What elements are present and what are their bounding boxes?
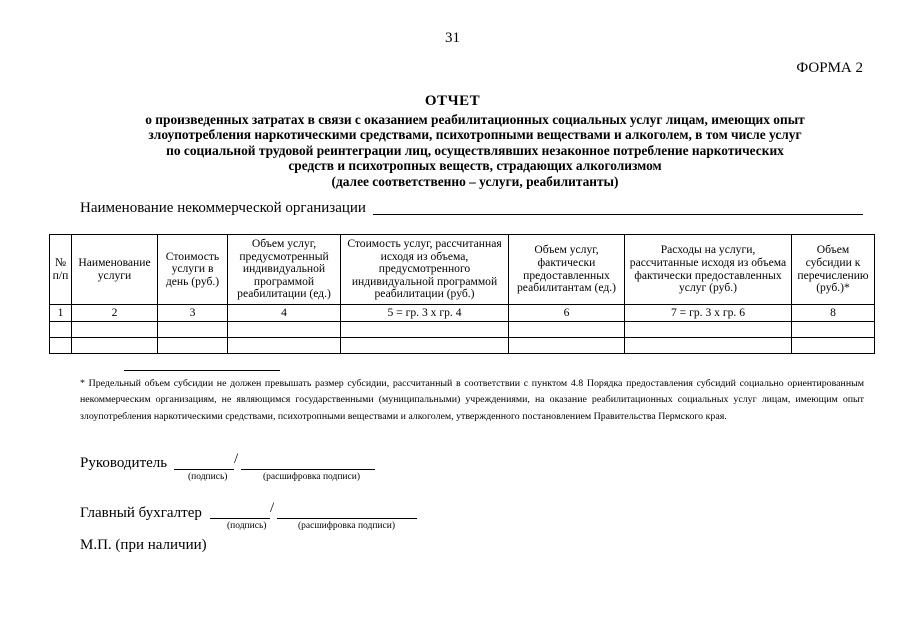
report-subtitle (100, 112, 850, 189)
footnote-divider (124, 370, 280, 371)
page-number: 31 (445, 30, 460, 46)
head-sign-caption: (подпись) (188, 472, 228, 482)
table-row (50, 338, 875, 354)
column-number: 1 (50, 305, 72, 322)
column-number: 7 = гр. 3 х гр. 6 (625, 305, 792, 322)
subtitle-line: злоупотребления наркотическими средствами, психотропными веществами и алкоголем, в том числе услуг (148, 127, 802, 143)
head-signature-line[interactable] (174, 469, 234, 470)
table-cell[interactable] (72, 338, 158, 354)
accountant-name-line[interactable] (277, 518, 417, 519)
header-cell: Объем услуг, фактически предоставленных реабилитантам (ед.) (509, 235, 625, 305)
report-title: ОТЧЕТ (424, 93, 481, 109)
table-cell[interactable] (158, 338, 228, 354)
head-name-line[interactable] (241, 469, 375, 470)
table-cell[interactable] (792, 322, 875, 338)
column-number: 2 (72, 305, 158, 322)
header-cell: № п/п (50, 235, 72, 305)
table-header-row (50, 235, 875, 305)
subtitle-line: о произведенных затратах в связи с оказанием реабилитационных социальных услуг лицам, имеющих опыт (145, 112, 805, 127)
header-cell: Стоимость услуги в день (руб.) (158, 235, 228, 305)
head-decode-caption: (расшифровка подписи) (263, 472, 360, 482)
form-label: ФОРМА 2 (796, 60, 863, 76)
table-cell[interactable] (72, 322, 158, 338)
table-cell[interactable] (792, 338, 875, 354)
footnote: * Предельный объем субсидии не должен превышать размер субсидии, рассчитанный в соответствии с пунктом 4.8 Порядка предоставления субсидий социально ориентированным некоммерческим организациям, не являющимся государственными (муниципальными) учреждениями, на оказание реабилитационных социальных услуг лицам, имеющим опыт злоупотребления наркотическими средствами, психотропными веществами и алкоголем, утвержденного постановлением Правительства Пермского края. (80, 378, 864, 422)
column-number-row (50, 305, 875, 322)
accountant-decode-caption: (расшифровка подписи) (298, 521, 395, 531)
table-cell[interactable] (158, 322, 228, 338)
column-number: 6 (509, 305, 625, 322)
header-cell: Объем услуг, предусмотренный индивидуальной программой реабилитации (ед.) (228, 235, 341, 305)
report-table (49, 234, 875, 354)
org-name-label: Наименование некоммерческой организации (80, 200, 366, 216)
table-cell[interactable] (625, 338, 792, 354)
table-cell[interactable] (228, 322, 341, 338)
accountant-signature-line[interactable] (210, 518, 270, 519)
subtitle-line: по социальной трудовой реинтеграции лиц, осуществлявших незаконное потребление наркотических (166, 142, 784, 158)
table-cell[interactable] (509, 322, 625, 338)
header-cell: Расходы на услуги, рассчитанные исходя из объема фактически предоставленных услуг (руб.) (625, 235, 792, 305)
column-number: 5 = гр. 3 х гр. 4 (341, 305, 509, 322)
table-cell[interactable] (341, 338, 509, 354)
header-cell: Объем субсидии к перечислению (руб.)* (792, 235, 875, 305)
table-row (50, 322, 875, 338)
header-cell: Наименование услуги (72, 235, 158, 305)
table-cell[interactable] (50, 338, 72, 354)
header-cell: Стоимость услуг, рассчитанная исходя из объема, предусмотренного индивидуальной программой реабилитации (руб.) (341, 235, 509, 305)
head-slash: / (234, 451, 239, 467)
subtitle-line: (далее соответственно – услуги, реабилитанты) (331, 173, 619, 189)
table-cell[interactable] (228, 338, 341, 354)
accountant-label: Главный бухгалтер (80, 505, 202, 521)
table-cell[interactable] (625, 322, 792, 338)
table-cell[interactable] (509, 338, 625, 354)
column-number: 3 (158, 305, 228, 322)
table-cell[interactable] (50, 322, 72, 338)
column-number: 8 (792, 305, 875, 322)
head-label: Руководитель (80, 455, 168, 471)
table-cell[interactable] (341, 322, 509, 338)
subtitle-line: средств и психотропных веществ, страдающих алкоголизмом (288, 158, 662, 174)
column-number: 4 (228, 305, 341, 322)
org-name-field[interactable] (373, 214, 863, 215)
accountant-slash: / (270, 500, 275, 516)
accountant-sign-caption: (подпись) (227, 521, 267, 531)
stamp-label: М.П. (при наличии) (80, 537, 207, 553)
